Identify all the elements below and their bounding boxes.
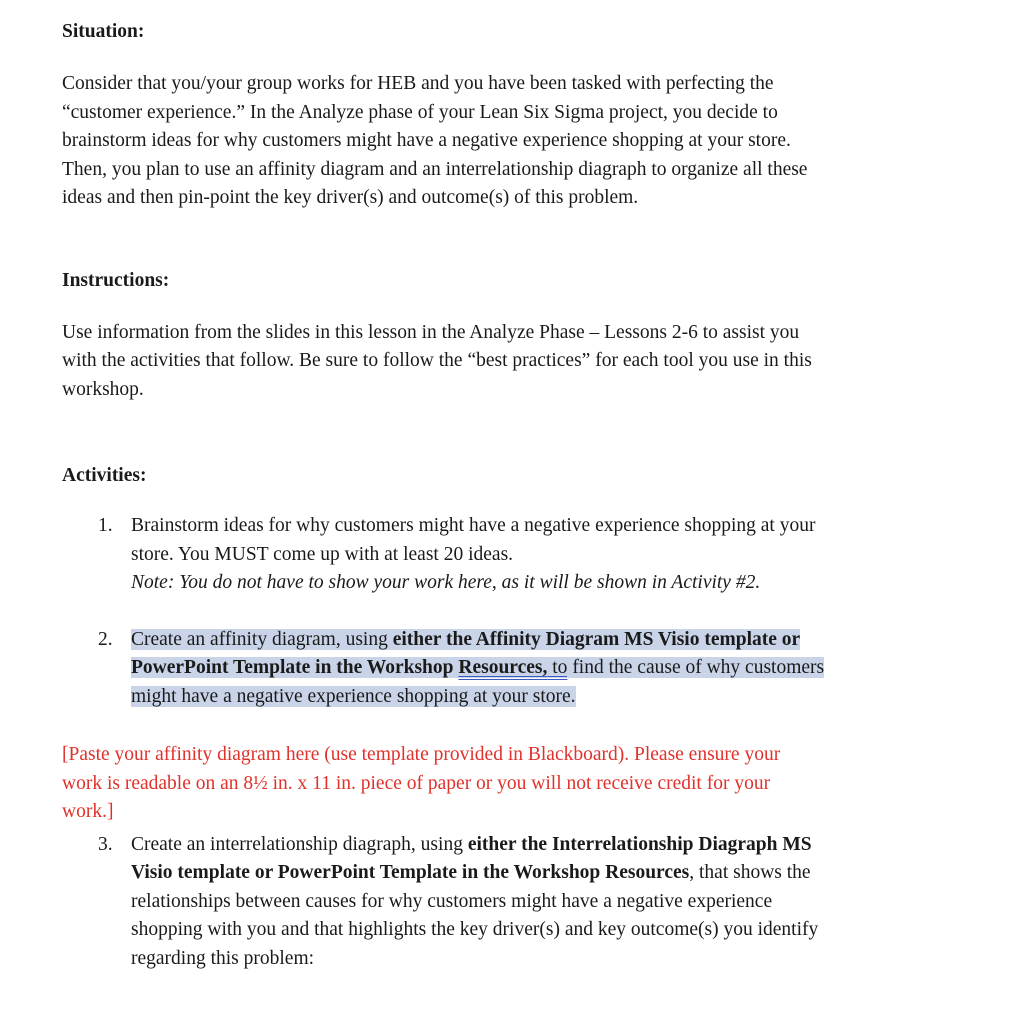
activity-text-bold: either the Interrelationship Diagraph MS (467, 833, 812, 855)
instructions-line: Use information from the slides in this lesson in the Analyze Phase – Lessons 2-6 to assist you (62, 321, 800, 343)
situation-line: “customer experience.” In the Analyze phase of your Lean Six Sigma project, you decide to (62, 101, 778, 123)
spellcheck-word: Resources, (458, 657, 548, 678)
activity-number: 3. (98, 833, 113, 855)
activity-text: Create an interrelationship diagraph, using (131, 833, 468, 855)
paste-line: work.] (62, 801, 114, 822)
activity-line: relationships between causes for why customers might have a negative experience (131, 890, 773, 912)
instructions-heading: Instructions: (62, 269, 170, 291)
situation-paragraph (62, 70, 962, 213)
activity-item-2 (62, 626, 962, 712)
situation-heading: Situation: (62, 21, 145, 42)
situation-line: ideas and then pin-point the key driver(s) and outcome(s) of this problem. (62, 187, 639, 208)
instructions-paragraph (62, 319, 962, 405)
activity-text: Create an affinity diagram, using (131, 628, 393, 650)
paste-line: work is readable on an 8½ in. x 11 in. piece of paper or you will not receive credit for your (62, 772, 771, 794)
situation-line: brainstorm ideas for why customers might have a negative experience shopping at your store. (62, 130, 791, 151)
activity-text: might have a negative experience shopping at your store. (131, 685, 576, 707)
activity-item-3 (62, 831, 962, 974)
instructions-line: with the activities that follow. Be sure to follow the “best practices” for each tool you use in this (62, 350, 812, 371)
paste-line: [Paste your affinity diagram here (use template provided in Blackboard). Please ensure your (62, 744, 781, 765)
activity-text-bold: PowerPoint Template in the Workshop (131, 657, 459, 678)
situation-line: Consider that you/your group works for HEB and you have been tasked with perfecting the (62, 73, 774, 94)
activity-line: Brainstorm ideas for why customers might have a negative experience shopping at your (131, 515, 816, 536)
activity-line: regarding this problem: (131, 947, 315, 969)
activity-text: to (547, 657, 568, 678)
activity-line: shopping with you and that highlights the key driver(s) and key outcome(s) you identify (131, 919, 819, 940)
situation-line: Then, you plan to use an affinity diagram and an interrelationship diagraph to organize all these (62, 158, 808, 180)
activity-number: 1. (98, 515, 113, 536)
paste-instruction (62, 741, 962, 827)
activity-item-1 (62, 512, 962, 598)
activity-text-bold: Visio template or PowerPoint Template in the Workshop Resources (131, 862, 690, 883)
activity-text: , that shows the (689, 862, 811, 883)
instructions-line: workshop. (62, 378, 144, 400)
activities-heading: Activities: (62, 465, 147, 486)
activity-text: find the cause of why customers (567, 657, 825, 678)
activity-note: Note: You do not have to show your work here, as it will be shown in Activity #2. (131, 572, 761, 593)
activity-number: 2. (98, 628, 113, 650)
activity-text-bold: either the Affinity Diagram MS Visio template or (392, 628, 801, 650)
activity-line: store. You MUST come up with at least 20 ideas. (131, 543, 514, 565)
document-page (62, 18, 962, 973)
